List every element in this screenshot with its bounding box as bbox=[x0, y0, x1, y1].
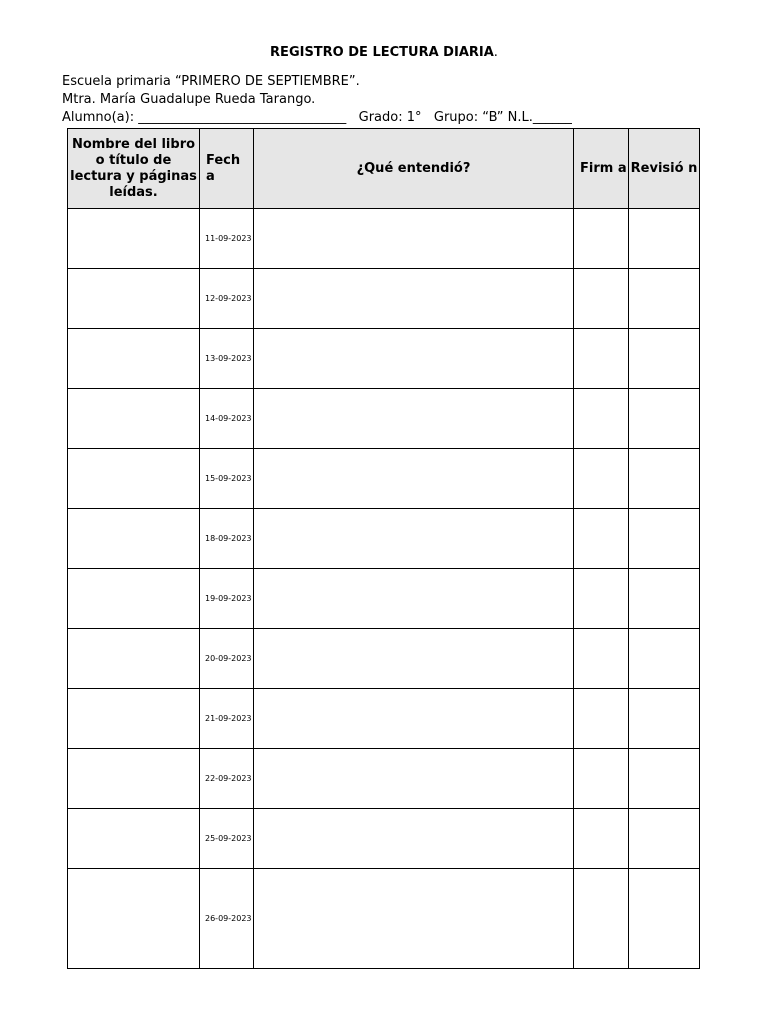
date-cell: 25-09-2023 bbox=[200, 809, 254, 869]
table-row bbox=[68, 869, 700, 969]
understood-cell[interactable] bbox=[254, 629, 574, 689]
page-title bbox=[0, 45, 768, 60]
signature-cell[interactable] bbox=[574, 569, 629, 629]
table-header-row bbox=[68, 129, 700, 209]
reading-log-table bbox=[67, 128, 700, 969]
table-row bbox=[68, 629, 700, 689]
understood-cell[interactable] bbox=[254, 569, 574, 629]
book-cell[interactable] bbox=[68, 689, 200, 749]
date-cell: 20-09-2023 bbox=[200, 629, 254, 689]
book-cell[interactable] bbox=[68, 209, 200, 269]
date-cell: 22-09-2023 bbox=[200, 749, 254, 809]
col-header-review: Revisió n bbox=[629, 129, 700, 209]
understood-cell[interactable] bbox=[254, 449, 574, 509]
understood-cell[interactable] bbox=[254, 389, 574, 449]
date-cell: 26-09-2023 bbox=[200, 869, 254, 969]
teacher-line: Mtra. María Guadalupe Rueda Tarango. bbox=[62, 92, 316, 107]
date-cell: 13-09-2023 bbox=[200, 329, 254, 389]
title-text: REGISTRO DE LECTURA DIARIA bbox=[270, 45, 494, 60]
school-line: Escuela primaria “PRIMERO DE SEPTIEMBRE”. bbox=[62, 74, 360, 89]
table-row bbox=[68, 569, 700, 629]
table-row bbox=[68, 269, 700, 329]
table-row bbox=[68, 389, 700, 449]
table-row bbox=[68, 329, 700, 389]
table-row bbox=[68, 689, 700, 749]
col-header-date: Fech a bbox=[200, 129, 254, 209]
date-cell: 21-09-2023 bbox=[200, 689, 254, 749]
review-cell[interactable] bbox=[629, 809, 700, 869]
understood-cell[interactable] bbox=[254, 689, 574, 749]
signature-cell[interactable] bbox=[574, 389, 629, 449]
understood-cell[interactable] bbox=[254, 509, 574, 569]
date-cell: 12-09-2023 bbox=[200, 269, 254, 329]
review-cell[interactable] bbox=[629, 629, 700, 689]
review-cell[interactable] bbox=[629, 569, 700, 629]
col-header-understood: ¿Qué entendió? bbox=[254, 129, 574, 209]
review-cell[interactable] bbox=[629, 689, 700, 749]
date-cell: 19-09-2023 bbox=[200, 569, 254, 629]
table-row bbox=[68, 209, 700, 269]
signature-cell[interactable] bbox=[574, 749, 629, 809]
review-cell[interactable] bbox=[629, 869, 700, 969]
review-cell[interactable] bbox=[629, 209, 700, 269]
review-cell[interactable] bbox=[629, 329, 700, 389]
title-dot: . bbox=[493, 45, 498, 60]
student-line: Alumno(a): ________________________________ Grado: 1° Grupo: “B” N.L.______ bbox=[62, 110, 572, 125]
book-cell[interactable] bbox=[68, 749, 200, 809]
signature-cell[interactable] bbox=[574, 449, 629, 509]
review-cell[interactable] bbox=[629, 749, 700, 809]
book-cell[interactable] bbox=[68, 629, 200, 689]
signature-cell[interactable] bbox=[574, 269, 629, 329]
date-cell: 14-09-2023 bbox=[200, 389, 254, 449]
understood-cell[interactable] bbox=[254, 329, 574, 389]
review-cell[interactable] bbox=[629, 449, 700, 509]
book-cell[interactable] bbox=[68, 869, 200, 969]
signature-cell[interactable] bbox=[574, 509, 629, 569]
table-row bbox=[68, 449, 700, 509]
col-header-signature: Firm a bbox=[574, 129, 629, 209]
col-header-book: Nombre del libro o título de lectura y páginas leídas. bbox=[68, 129, 200, 209]
table-row bbox=[68, 509, 700, 569]
date-cell: 18-09-2023 bbox=[200, 509, 254, 569]
understood-cell[interactable] bbox=[254, 269, 574, 329]
book-cell[interactable] bbox=[68, 509, 200, 569]
signature-cell[interactable] bbox=[574, 869, 629, 969]
table-row bbox=[68, 809, 700, 869]
signature-cell[interactable] bbox=[574, 209, 629, 269]
review-cell[interactable] bbox=[629, 509, 700, 569]
signature-cell[interactable] bbox=[574, 629, 629, 689]
book-cell[interactable] bbox=[68, 389, 200, 449]
review-cell[interactable] bbox=[629, 389, 700, 449]
signature-cell[interactable] bbox=[574, 329, 629, 389]
date-cell: 11-09-2023 bbox=[200, 209, 254, 269]
signature-cell[interactable] bbox=[574, 809, 629, 869]
signature-cell[interactable] bbox=[574, 689, 629, 749]
table-row bbox=[68, 749, 700, 809]
book-cell[interactable] bbox=[68, 269, 200, 329]
book-cell[interactable] bbox=[68, 809, 200, 869]
understood-cell[interactable] bbox=[254, 869, 574, 969]
understood-cell[interactable] bbox=[254, 809, 574, 869]
review-cell[interactable] bbox=[629, 269, 700, 329]
date-cell: 15-09-2023 bbox=[200, 449, 254, 509]
book-cell[interactable] bbox=[68, 449, 200, 509]
book-cell[interactable] bbox=[68, 329, 200, 389]
book-cell[interactable] bbox=[68, 569, 200, 629]
understood-cell[interactable] bbox=[254, 749, 574, 809]
understood-cell[interactable] bbox=[254, 209, 574, 269]
